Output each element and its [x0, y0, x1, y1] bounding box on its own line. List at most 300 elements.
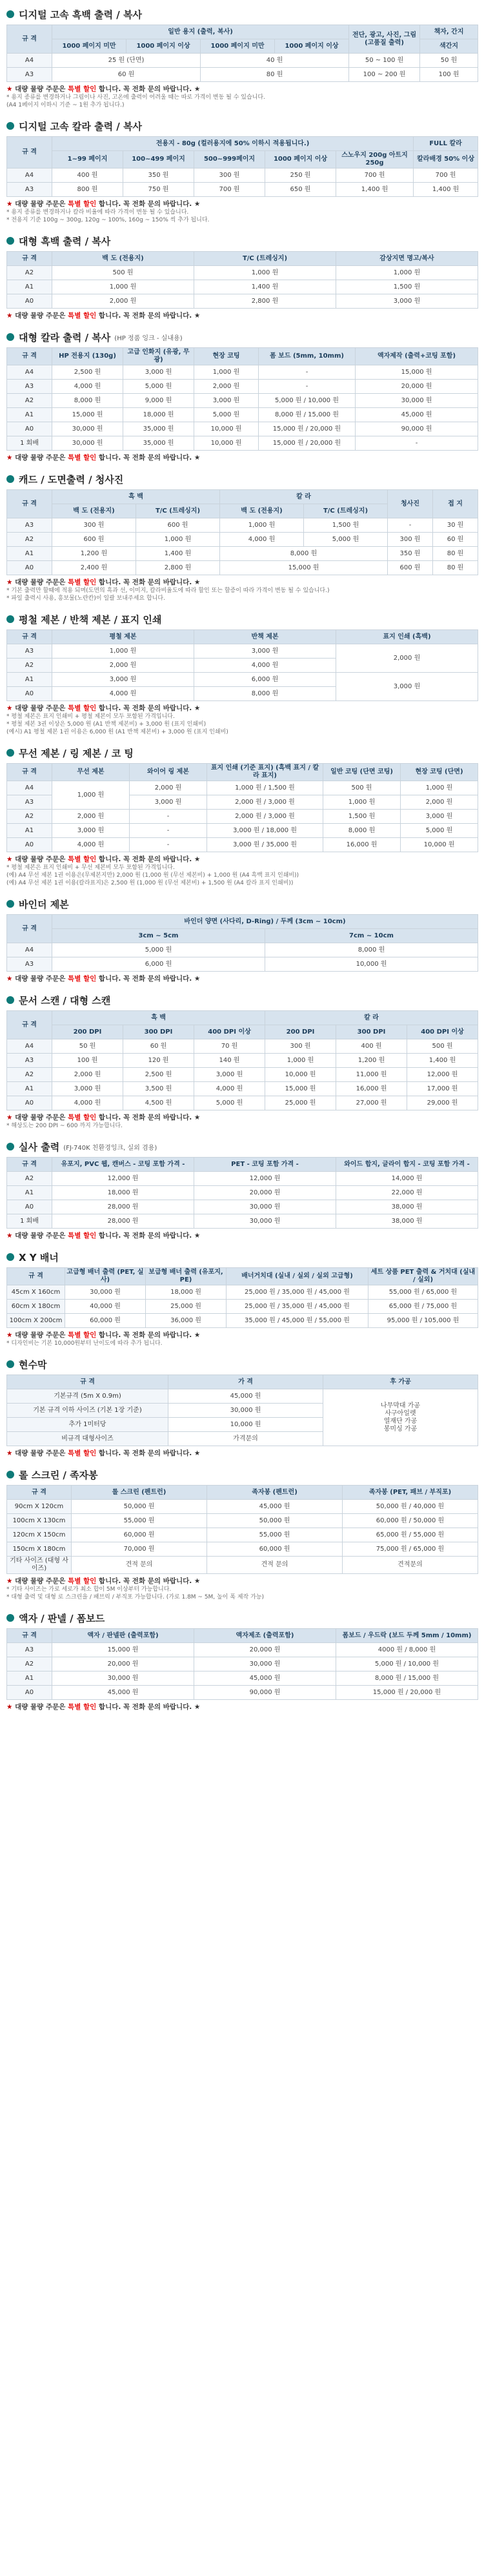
price-table: [6, 1628, 478, 1700]
table-cell: 250 원: [265, 169, 336, 183]
bullet-icon: [6, 333, 14, 341]
table-row: [7, 1011, 478, 1025]
table-header-cell: 규 격: [7, 490, 52, 518]
table-header-cell: 규 격: [7, 915, 52, 943]
table-cell: 15,000 원: [265, 1082, 336, 1096]
table-cell: 65,000 원 / 55,000 원: [343, 1528, 478, 1542]
table-cell: 2,800 원: [194, 294, 336, 309]
table-row: [7, 1082, 478, 1096]
table-cell: 3,500 원: [123, 1082, 194, 1096]
table-cell: 14,000 원: [336, 1172, 478, 1186]
table-cell: 28,000 원: [52, 1214, 194, 1229]
table-cell: 80 원: [433, 547, 478, 561]
extra-note: * 평철 제본은 표지 인쇄비 + 평철 제본이 모두 포함된 가격입니다.: [6, 713, 175, 720]
table-header-cell: 백 도 (전용지): [220, 504, 304, 518]
table-row: [7, 408, 478, 422]
table-cell: 10,000 원: [194, 436, 259, 451]
table-cell: 35,000 원: [123, 436, 194, 451]
price-table: [6, 629, 478, 701]
table-cell: 350 원: [388, 547, 433, 561]
table-cell: 8,000 원: [194, 687, 336, 701]
table-cell: 2,000 원: [52, 1068, 123, 1082]
table-cell: 60,000 원: [207, 1542, 343, 1557]
text-span: 나무막대 가공: [380, 1402, 421, 1409]
table-row: [7, 380, 478, 394]
section-title: 무선 제본 / 링 제본 / 코 팅: [6, 745, 478, 761]
table-cell: 38,000 원: [336, 1200, 478, 1214]
table-cell: A2: [7, 394, 52, 408]
table-cell: 2,000 원 / 3,000 원: [207, 795, 323, 810]
table-cell: 4,000 원: [52, 1096, 123, 1110]
table-cell: 17,000 원: [407, 1082, 478, 1096]
extra-note: * 파일 출력시 사용, 흥보물(노란칸)이 일괄 보내주세요 합니다.: [6, 595, 165, 602]
price-table: [6, 489, 478, 575]
section-wireless-binding: [6, 745, 478, 887]
table-row: [7, 1500, 478, 1514]
table-cell: 4,000 원: [194, 659, 336, 673]
table-row: [7, 1686, 478, 1700]
table-cell: 60 원: [123, 1039, 194, 1054]
table-cell: 기본규격 (5m X 0.9m): [7, 1389, 168, 1404]
table-cell: 100 원: [420, 68, 478, 82]
table-cell: 3,000 원 / 35,000 원: [207, 838, 323, 852]
table-row: [7, 1186, 478, 1200]
table-cell: 1,000 원: [52, 280, 194, 294]
table-cell: 2,000 원: [52, 294, 194, 309]
table-cell: 5,000 원: [304, 533, 388, 547]
section-title: 액자 / 판넬 / 폼보드: [6, 1610, 478, 1626]
table-cell: 10,000 원: [401, 838, 478, 852]
text-span: 사구아일렛: [385, 1409, 416, 1417]
table-cell: 3,000 원 / 18,000 원: [207, 824, 323, 838]
table-header-cell: 규 격: [7, 1375, 168, 1389]
table-cell: A0: [7, 294, 52, 309]
section-roll-screen: [6, 1467, 478, 1601]
extra-note: (예시) A1 평철 제본 1권 이용은 6,000 원 (A1 반책 제본비) + 3,000 원 (표지 인쇄비): [6, 729, 228, 735]
table-cell: A3: [7, 1643, 52, 1657]
table-cell: A2: [7, 1172, 52, 1186]
table-cell: -: [130, 810, 207, 824]
table-cell: 29,000 원: [407, 1096, 478, 1110]
table-cell: 2,000 원 / 3,000 원: [207, 810, 323, 824]
table-header-cell: 액자 / 판넬판 (출력포함): [52, 1629, 194, 1643]
text-span: ★: [6, 312, 13, 320]
table-row: [7, 1314, 478, 1328]
table-cell: A3: [7, 68, 52, 82]
table-cell: 12,000 원: [194, 1172, 336, 1186]
table-cell: A0: [7, 1686, 52, 1700]
table-row: [7, 547, 478, 561]
section-title: 대형 흑백 출력 / 복사: [6, 233, 478, 249]
table-cell: 700 원: [194, 183, 265, 197]
table-cell: 비규격 대형사이즈: [7, 1432, 168, 1446]
table-cell: A0: [7, 687, 52, 701]
table-cell: 3,000 원: [194, 1068, 265, 1082]
table-header-cell: 규 격: [7, 1268, 65, 1285]
table-header-cell: 전단, 광고, 사진, 그림 (고품질 출력): [349, 25, 420, 54]
section-title: 현수막: [6, 1356, 478, 1372]
table-header-cell: 폼보드 / 우드락 (보드 두께 5mm / 10mm): [336, 1629, 478, 1643]
table-cell: 1,000 원: [136, 533, 220, 547]
section-frame: [6, 1610, 478, 1712]
table-row: [7, 1285, 478, 1300]
table-cell: 1,400 원: [407, 1054, 478, 1068]
table-cell: 1,000 원: [194, 365, 259, 380]
discount-note: [6, 578, 478, 587]
table-cell: 30,000 원: [52, 436, 123, 451]
table-header-cell: T/C (트레싱지): [304, 504, 388, 518]
price-table: [6, 1485, 478, 1574]
text-span: 합니다. 꼭 전화 문의 바랍니다. ★: [96, 1232, 201, 1240]
table-row: [7, 943, 478, 957]
table-cell: 8,000 원 / 15,000 원: [336, 1671, 478, 1686]
text-span: 대량 물량 주문은: [12, 578, 68, 586]
text-span: 특별 할인: [68, 200, 97, 208]
table-cell: 120 원: [123, 1054, 194, 1068]
table-cell: 36,000 원: [146, 1314, 227, 1328]
table-header-cell: 액자제조 (출력포함): [194, 1629, 336, 1643]
table-cell: 2,000 원: [336, 644, 478, 673]
table-cell: 60 원: [433, 533, 478, 547]
text-span: 특별 할인: [68, 312, 97, 320]
table-cell: A1: [7, 824, 52, 838]
table-header-cell: 족자봉 (PET, 패브 / 부직포): [343, 1486, 478, 1500]
extra-note: * 용지 종류를 변경하거나 그림이나 사진, 고온에 출력이 어려울 때는 따로 가격이 변동 될 수 있습니다.: [6, 94, 265, 101]
text-span: 합니다. 꼭 전화 문의 바랍니다. ★: [96, 1449, 201, 1457]
table-cell: 300 원: [194, 169, 265, 183]
discount-note: [6, 85, 478, 94]
table-header-cell: 1000 페이지 미만: [201, 39, 275, 54]
table-cell: 750 원: [123, 183, 194, 197]
table-cell: 30,000 원: [65, 1285, 146, 1300]
table-cell: 기타 사이즈 (대형 사이즈): [7, 1557, 72, 1574]
table-cell: 견적 문의: [72, 1557, 207, 1574]
table-cell: 30,000 원: [194, 1214, 336, 1229]
table-row: [7, 518, 478, 533]
table-row: [7, 1268, 478, 1285]
table-cell: A0: [7, 838, 52, 852]
table-header-cell: 배너거치대 (실내 / 실외 / 실외 고급형): [227, 1268, 368, 1285]
text-span: 특별 할인: [68, 1232, 97, 1240]
table-header-cell: 흑 백: [52, 490, 220, 504]
table-cell: A4: [7, 169, 52, 183]
table-cell: 3,000 원: [52, 673, 194, 687]
table-cell: 2,400 원: [52, 561, 136, 575]
discount-note: [6, 311, 478, 320]
table-cell: A0: [7, 561, 52, 575]
text-span: ★: [6, 1577, 13, 1585]
table-cell: 3,000 원: [194, 644, 336, 659]
table-cell: 600 원: [388, 561, 433, 575]
table-cell: 30,000 원: [356, 394, 478, 408]
extra-note: * 기본 출력만 할때에 적용 되며(도면의 흑과 선, 이미지, 칼라비율도에 따라 할인 또는 할증이 따라 가격이 변동 될 수 있습니다.): [6, 588, 330, 594]
table-cell: 700 원: [336, 169, 414, 183]
discount-note: [6, 1449, 478, 1458]
table-cell: A2: [7, 1068, 52, 1082]
table-cell: 5,000 원: [123, 380, 194, 394]
table-cell: 1,000 원 / 1,500 원: [207, 781, 323, 795]
table-header-cell: 3cm ~ 5cm: [52, 929, 265, 943]
table-row: [7, 810, 478, 824]
table-row: [7, 422, 478, 436]
table-cell: 650 원: [265, 183, 336, 197]
table-header-cell: 규 격: [7, 1486, 72, 1500]
table-cell: 45,000 원: [194, 1671, 336, 1686]
table-cell: 18,000 원: [146, 1285, 227, 1300]
table-cell: 12,000 원: [407, 1068, 478, 1082]
table-cell: A1: [7, 673, 52, 687]
table-cell: 3,000 원: [52, 1082, 123, 1096]
table-cell: 15,000 원 / 20,000 원: [336, 1686, 478, 1700]
table-cell: 400 원: [52, 169, 123, 183]
table-cell: 8,000 원: [265, 943, 478, 957]
text-span: 특별 할인: [68, 578, 97, 586]
table-cell: 30,000 원: [52, 422, 123, 436]
table-cell: 1,400 원: [336, 183, 414, 197]
table-cell: 10,000 원: [265, 1068, 336, 1082]
table-cell: 65,000 원 / 75,000 원: [368, 1300, 478, 1314]
table-cell: 1,000 원: [336, 266, 478, 280]
table-header-cell: 규 격: [7, 1011, 52, 1039]
section-xy-banner: [6, 1249, 478, 1347]
text-span: 대량 물량 주문은: [12, 975, 68, 983]
text-span: 합니다. 꼭 전화 문의 바랍니다. ★: [96, 85, 201, 93]
section-large-color: [6, 329, 478, 462]
table-row: [7, 490, 478, 504]
table-cell: A3: [7, 1054, 52, 1068]
table-header-cell: 규 격: [7, 1158, 52, 1172]
table-cell: 30,000 원: [194, 1657, 336, 1671]
table-header-cell: T/C (트레싱지): [136, 504, 220, 518]
table-cell: 60 원: [52, 68, 201, 82]
table-row: [7, 25, 478, 39]
bullet-icon: [6, 615, 14, 623]
table-cell: 4000 원 / 8,000 원: [336, 1643, 478, 1657]
table-cell: 22,000 원: [336, 1186, 478, 1200]
table-cell: 15,000 원: [52, 1643, 194, 1657]
table-cell: 2,000 원: [52, 659, 194, 673]
table-cell: 3,000 원: [194, 394, 259, 408]
table-cell: 40,000 원: [65, 1300, 146, 1314]
text-span: ★: [6, 1114, 13, 1121]
extra-note: (A4 1페이지 이하시 기준 ~ 1원 추가 됩니다.): [6, 102, 125, 108]
table-header-cell: 액자제작 (출력+코팅 포함): [356, 348, 478, 365]
section-scan: [6, 992, 478, 1130]
table-header-cell: 폼 보드 (5mm, 10mm): [259, 348, 356, 365]
table-header-cell: 족자봉 (펜트런): [207, 1486, 343, 1500]
price-table: [6, 1267, 478, 1328]
table-header-cell: 롤 스크린 (펜트런): [72, 1486, 207, 1500]
table-cell: 500 원: [323, 781, 401, 795]
table-cell: 4,000 원: [194, 1082, 265, 1096]
text-span: ★: [6, 1449, 13, 1457]
table-cell: A3: [7, 183, 52, 197]
table-row: [7, 957, 478, 972]
text-span: 특별 할인: [68, 1577, 97, 1585]
table-row: [7, 1300, 478, 1314]
section-title: 바인더 제본: [6, 896, 478, 912]
extra-note: * 평철 제본 3권 이상은 5,000 원 (A1 반책 제본비) + 3,000 원 (표지 인쇄비): [6, 721, 207, 728]
section-title: 디지털 고속 흑백 출력 / 복사: [6, 6, 478, 22]
extra-note: * 대형 출력 및 대형 로 스크린을 / 패브릭 / 부직포 가능합니다. (가로 1.8M ~ 5M, 높이 폭 제작 가능): [6, 1594, 264, 1600]
table-row: [7, 1542, 478, 1557]
text-span: ★: [6, 578, 13, 586]
bullet-icon: [6, 10, 14, 18]
table-cell: 15,000 원 / 20,000 원: [259, 422, 356, 436]
table-row: [7, 1486, 478, 1500]
table-cell: 1,500 원: [323, 810, 401, 824]
bullet-icon: [6, 475, 14, 483]
table-header-cell: 규 격: [7, 764, 52, 781]
extra-note: * 디자인비는 기본 10,000원부터 난이도에 따라 추가 됩니다.: [6, 1340, 163, 1347]
table-header-cell: 200 DPI: [265, 1025, 336, 1039]
discount-note: [6, 855, 478, 864]
table-header-cell: FULL 칼라: [414, 137, 478, 151]
table-header-cell: 칼 라: [220, 490, 388, 504]
table-header-cell: PET - 코팅 포함 가격 -: [194, 1158, 336, 1172]
table-cell: 35,000 원: [123, 422, 194, 436]
table-cell: 60,000 원: [72, 1528, 207, 1542]
price-table: [6, 914, 478, 972]
table-row: [7, 1389, 478, 1404]
table-cell: A3: [7, 518, 52, 533]
table-row: [7, 1643, 478, 1657]
table-row: [7, 1025, 478, 1039]
table-cell: 25,000 원: [265, 1096, 336, 1110]
table-cell: -: [130, 838, 207, 852]
text-span: 대량 물량 주문은: [12, 1114, 68, 1121]
bullet-icon: [6, 1143, 14, 1150]
table-cell: 20,000 원: [194, 1186, 336, 1200]
table-header-cell: 백 도 (전용지): [52, 252, 194, 266]
table-cell: 1,200 원: [336, 1054, 407, 1068]
table-cell: 2,000 원: [130, 781, 207, 795]
table-header-cell: 접 지: [433, 490, 478, 518]
price-table: [6, 1157, 478, 1229]
table-cell: 10,000 원: [168, 1418, 323, 1432]
table-cell: 45,000 원: [356, 408, 478, 422]
table-cell: 견적 문의: [207, 1557, 343, 1574]
text-span: 대량 물량 주문은: [12, 1577, 68, 1585]
table-cell: 55,000 원: [207, 1528, 343, 1542]
table-cell: 400 원: [336, 1039, 407, 1054]
table-cell: 1,500 원: [336, 280, 478, 294]
table-header-cell: 무선 제본: [52, 764, 130, 781]
table-cell: -: [259, 365, 356, 380]
table-cell: 4,000 원: [52, 687, 194, 701]
table-row: [7, 252, 478, 266]
table-header-cell: 1000 페이지 이상: [126, 39, 201, 54]
table-cell: 15,000 원: [356, 365, 478, 380]
section-binder: [6, 896, 478, 983]
text-span: 합니다. 꼭 전화 문의 바랍니다. ★: [96, 855, 201, 863]
text-span: 특별 할인: [68, 85, 97, 93]
table-cell: 5,000 원 / 10,000 원: [259, 394, 356, 408]
table-row: [7, 183, 478, 197]
table-header-cell: HP 전용지 (130g): [52, 348, 123, 365]
text-span: 특별 할인: [68, 454, 97, 462]
table-cell: 95,000 원 / 105,000 원: [368, 1314, 478, 1328]
table-cell: 50 원: [420, 54, 478, 68]
table-cell: 600 원: [136, 518, 220, 533]
table-cell: 2,500 원: [52, 365, 123, 380]
table-row: [7, 1054, 478, 1068]
text-span: 합니다. 꼭 전화 문의 바랍니다. ★: [96, 200, 201, 208]
discount-note: [6, 704, 478, 713]
after-process-list: [323, 1389, 478, 1446]
discount-note: [6, 453, 478, 462]
table-cell: 1,400 원: [414, 183, 478, 197]
bullet-icon: [6, 1360, 14, 1368]
discount-note: [6, 974, 478, 983]
table-cell: 3,000 원: [336, 673, 478, 701]
table-header-cell: 보급형 배너 출력 (유포지, PE): [146, 1268, 227, 1285]
table-header-cell: 규 격: [7, 25, 52, 54]
table-row: [7, 151, 478, 169]
table-row: [7, 1557, 478, 1574]
table-cell: 38,000 원: [336, 1214, 478, 1229]
table-cell: 2,800 원: [136, 561, 220, 575]
table-cell: 1,000 원: [194, 266, 336, 280]
text-span: 대량 물량 주문은: [12, 1331, 68, 1339]
table-cell: 90cm X 120cm: [7, 1500, 72, 1514]
table-row: [7, 294, 478, 309]
table-header-cell: 전용지 - 80g (컬러용지에 50% 이하시 적용됩니다.): [52, 137, 414, 151]
text-span: ★: [6, 1232, 13, 1240]
table-cell: 30,000 원: [168, 1404, 323, 1418]
table-cell: 견적문의: [343, 1557, 478, 1574]
bullet-icon: [6, 1614, 14, 1622]
table-cell: 45,000 원: [52, 1686, 194, 1700]
table-cell: -: [356, 436, 478, 451]
text-span: 대량 물량 주문은: [12, 704, 68, 712]
table-header-cell: 감상지면 명고/복사: [336, 252, 478, 266]
table-cell: 28,000 원: [52, 1200, 194, 1214]
table-row: [7, 1657, 478, 1671]
text-span: ★: [6, 85, 13, 93]
table-header-cell: 200 DPI: [52, 1025, 123, 1039]
table-cell: A1: [7, 280, 52, 294]
table-cell: 90,000 원: [356, 422, 478, 436]
table-cell: 1,000 원: [220, 518, 304, 533]
table-cell: 1 회배: [7, 436, 52, 451]
table-cell: 50 ~ 100 원: [349, 54, 420, 68]
table-cell: 50,000 원: [207, 1514, 343, 1528]
table-header-cell: 반책 제본: [194, 630, 336, 644]
table-row: [7, 824, 478, 838]
table-cell: 3,000 원: [401, 810, 478, 824]
table-cell: 300 원: [388, 533, 433, 547]
text-span: ★: [6, 1331, 13, 1339]
table-row: [7, 436, 478, 451]
table-cell: 1,000 원: [265, 1054, 336, 1068]
table-header-cell: 고급형 배너 출력 (PET, 실사): [65, 1268, 146, 1285]
table-cell: 10,000 원: [265, 957, 478, 972]
table-header-cell: 규 격: [7, 252, 52, 266]
table-cell: A0: [7, 1096, 52, 1110]
table-cell: 140 원: [194, 1054, 265, 1068]
bullet-icon: [6, 237, 14, 245]
table-cell: 5,000 원: [194, 408, 259, 422]
table-row: [7, 561, 478, 575]
table-header-cell: 1~99 페이지: [52, 151, 123, 169]
extra-note: (예) A4 무선 제본 1권 이용(칼라표지)은 2,500 원 (1,000 원 (무선 제본비) + 1,500 원 (A4 칼라 표지 인쇄비)): [6, 880, 294, 886]
table-row: [7, 929, 478, 943]
text-span: ★: [6, 975, 13, 983]
table-cell: 350 원: [123, 169, 194, 183]
table-cell: 6,000 원: [52, 957, 265, 972]
extra-note: * 용지 종류를 변경하거나 칼라 비율에 따라 가격이 변동 될 수 있습니다.: [6, 209, 189, 216]
